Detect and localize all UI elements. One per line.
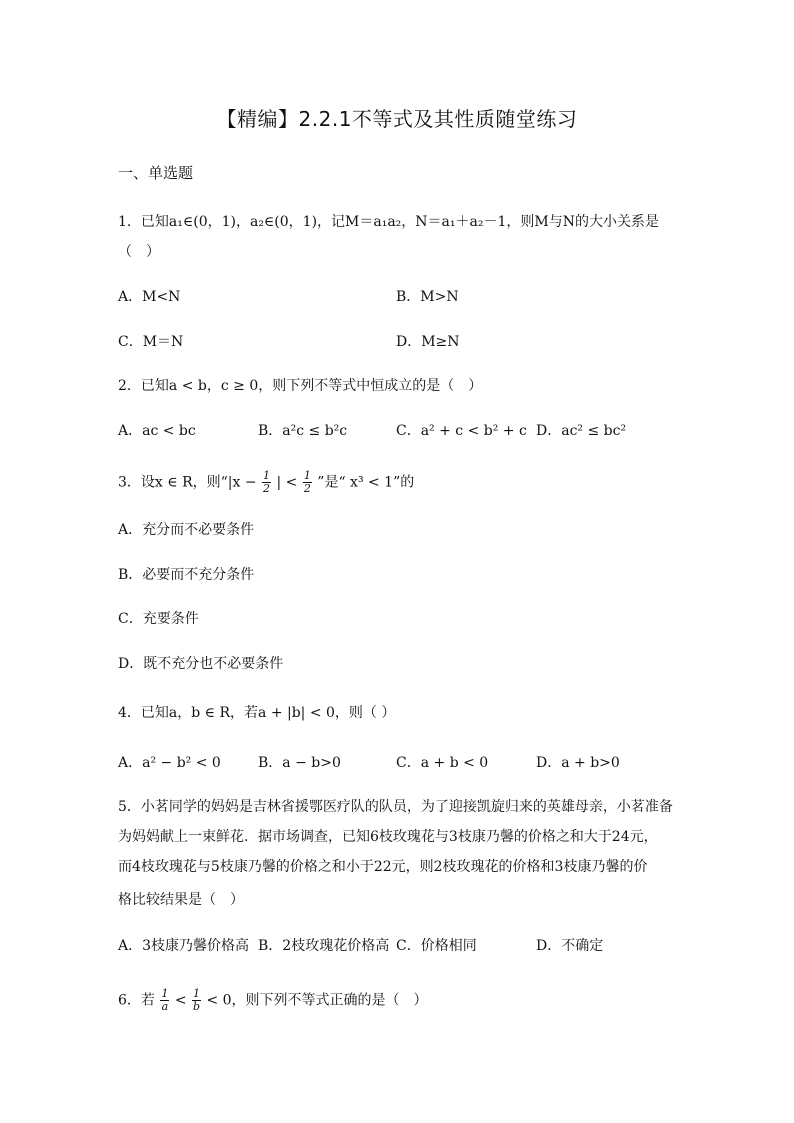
question-4-stem: 4．已知a，b ∈ R，若a + |b| < 0，则（ ） — [118, 705, 396, 721]
page-title: 【精编】2.2.1不等式及其性质随堂练习 — [216, 107, 578, 131]
question-2-option-b: B．a²c ≤ b²c — [258, 423, 348, 439]
question-3-fraction-2 — [303, 470, 312, 495]
question-6-fraction-1 — [160, 988, 169, 1013]
question-3-fraction-1-denominator: 2 — [263, 482, 271, 495]
question-6-stem-mid: < — [174, 992, 187, 1009]
question-3-option-b: B．必要而不充分条件 — [118, 567, 255, 583]
question-3-fraction-1 — [262, 470, 271, 495]
question-3-stem-post: ”是“ x³ < 1”的 — [317, 474, 415, 491]
question-4-option-a: A．a² − b² < 0 — [118, 755, 221, 771]
question-3-stem-pre: 3．设x ∈ R，则“|x − — [118, 474, 257, 491]
question-6-fraction-2-denominator: b — [192, 1000, 201, 1013]
question-3-stem — [118, 470, 414, 495]
question-5-line-4: 格比较结果是（ ） — [118, 892, 244, 908]
question-2-stem: 2．已知a < b，c ≥ 0，则下列不等式中恒成立的是（ ） — [118, 378, 483, 394]
question-3-fraction-1-numerator: 1 — [263, 469, 271, 482]
question-5-option-d: D．不确定 — [536, 938, 604, 954]
question-2-option-d: D．ac² ≤ bc² — [536, 423, 627, 439]
question-1-option-a: A．M<N — [118, 289, 181, 305]
question-1-option-d: D．M≥N — [396, 334, 460, 350]
question-6-fraction-1-denominator: a — [161, 1000, 169, 1013]
question-4-option-b: B．a − b>0 — [258, 755, 341, 771]
question-6-fraction-2 — [192, 988, 201, 1013]
question-3-option-a: A．充分而不必要条件 — [118, 522, 255, 538]
question-1-option-b: B．M>N — [396, 289, 459, 305]
question-1-stem: 1．已知a₁∈(0，1)，a₂∈(0，1)，记M＝a₁a₂，N＝a₁＋a₂－1，则M与N的大小关系是 — [118, 214, 659, 230]
question-2-option-c: C．a² + c < b² + c — [396, 423, 527, 439]
question-5-line-3: 而4枝玫瑰花与5枝康乃馨的价格之和小于22元，则2枝玫瑰花的价格和3枝康乃馨的价 — [118, 859, 648, 875]
question-4-option-c: C．a + b < 0 — [396, 755, 489, 771]
question-3-option-d: D．既不充分也不必要条件 — [118, 656, 284, 672]
question-6-stem-post: < 0，则下列不等式正确的是（ ） — [206, 992, 428, 1009]
question-3-stem-mid: | < — [276, 474, 298, 491]
question-2-option-a: A．ac < bc — [118, 423, 196, 439]
question-1-paren: （ ） — [118, 244, 160, 260]
question-6-fraction-1-numerator: 1 — [161, 987, 169, 1000]
question-3-option-c: C．充要条件 — [118, 611, 199, 627]
question-5-line-1: 5．小茗同学的妈妈是吉林省援鄂医疗队的队员，为了迎接凯旋归来的英雄母亲，小茗准备 — [118, 799, 673, 815]
question-1-option-c: C．M＝N — [118, 334, 184, 350]
question-5-option-a: A．3枝康乃馨价格高 — [118, 938, 250, 954]
question-4-option-d: D．a + b>0 — [536, 755, 620, 771]
question-3-fraction-2-numerator: 1 — [303, 469, 311, 482]
question-6-fraction-2-numerator: 1 — [193, 987, 201, 1000]
question-3-fraction-2-denominator: 2 — [303, 482, 311, 495]
question-6-stem — [118, 988, 428, 1013]
question-5-option-c: C．价格相同 — [396, 938, 477, 954]
question-5-option-b: B．2枝玫瑰花价格高 — [258, 938, 390, 954]
question-6-stem-pre: 6．若 — [118, 992, 155, 1009]
section-heading: 一、单选题 — [118, 164, 194, 182]
question-5-line-2: 为妈妈献上一束鲜花．据市场调查，已知6枝玫瑰花与3枝康乃馨的价格之和大于24元， — [118, 829, 658, 845]
